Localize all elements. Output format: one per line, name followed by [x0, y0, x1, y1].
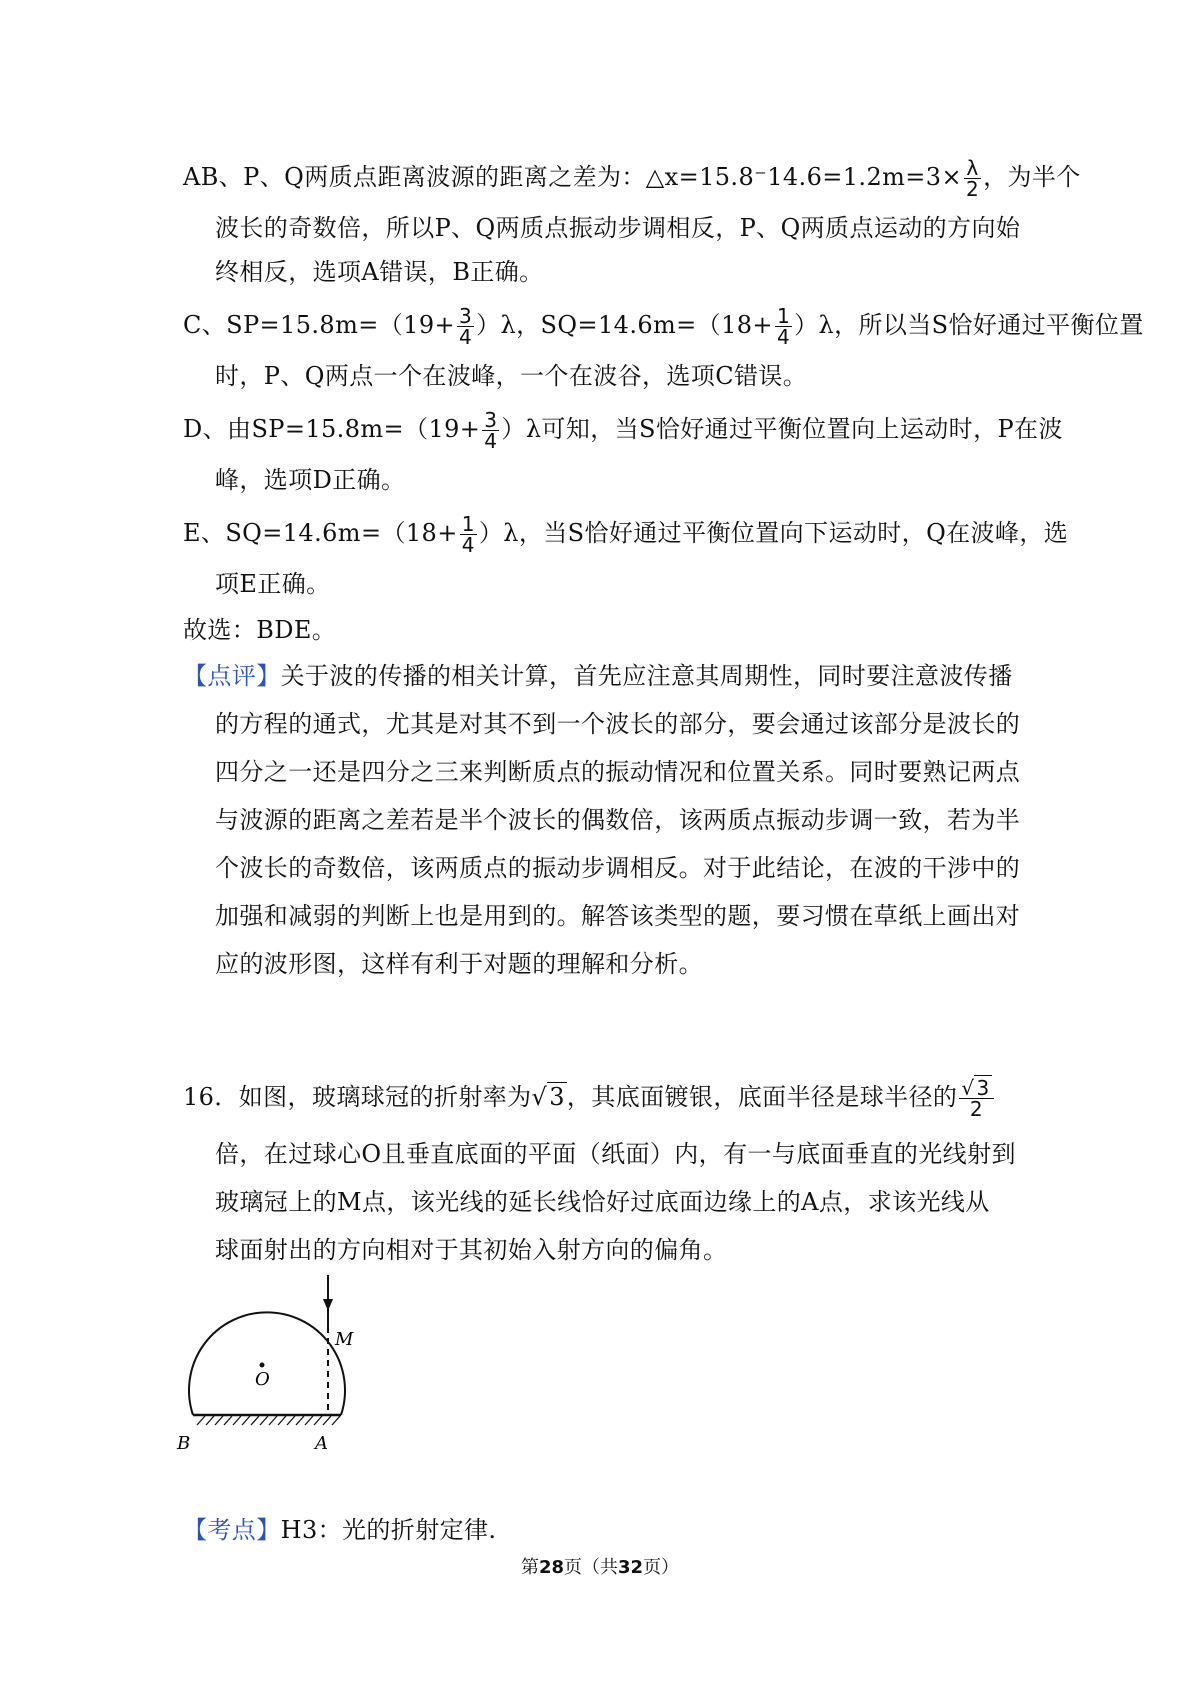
option-d-line-1 [183, 410, 1063, 451]
text: C、SP=15.8m=（19+ [183, 311, 456, 339]
label-b: B [177, 1433, 191, 1454]
frac-den: 4 [459, 325, 473, 349]
text: ，为半个 [983, 163, 1081, 191]
fraction-three-quarters [482, 410, 499, 451]
footer-text: 页（共 [564, 1557, 618, 1578]
cap-arc [189, 1312, 345, 1415]
option-c-line-2: 时，P、Q两点一个在波峰，一个在波谷，选项C错误。 [215, 362, 808, 390]
text: 关于波的传播的相关计算，首先应注意其周期性，同时要注意波传播 [280, 662, 1013, 690]
option-ab-line-1 [183, 158, 1081, 199]
frac-num: 1 [776, 304, 791, 328]
ray-arrow-icon [323, 1299, 333, 1311]
fraction-sqrt3-over-2 [959, 1078, 993, 1119]
question-16-line-1 [183, 1078, 996, 1119]
review-line-2: 的方程的通式，尤其是对其不到一个波长的部分，要会通过该部分是波长的 [215, 710, 1021, 738]
option-e-line-2: 项E正确。 [215, 570, 331, 598]
option-ab-line-3: 终相反，选项A错误，B正确。 [215, 258, 544, 286]
text: H3：光的折射定律. [280, 1516, 497, 1544]
center-point [260, 1363, 265, 1368]
text: E、SQ=14.6m=（18+ [183, 519, 458, 547]
review-line-3: 四分之一还是四分之三来判断质点的振动情况和位置关系。同时要熟记两点 [215, 758, 1021, 786]
sqrt-three: √3 [531, 1083, 565, 1111]
review-line-6: 加强和减弱的判断上也是用到的。解答该类型的题，要习惯在草纸上画出对 [215, 902, 1021, 930]
text: AB、P、Q两质点距离波源的距离之差为：△x=15.8⁻14.6=1.2m=3× [183, 163, 962, 191]
question-16-line-4: 球面射出的方向相对于其初始入射方向的偏角。 [215, 1236, 728, 1264]
fraction-lambda-half [964, 158, 981, 199]
frac-den: 2 [965, 177, 980, 201]
label-o: O [255, 1369, 270, 1390]
option-ab-line-2: 波长的奇数倍，所以P、Q两质点振动步调相反，P、Q两质点运动的方向始 [215, 214, 1021, 242]
text: 16．如图，玻璃球冠的折射率为 [183, 1083, 532, 1111]
total-pages: 32 [618, 1557, 644, 1578]
sqrt-three [974, 1078, 991, 1098]
fraction-three-quarters [457, 306, 474, 347]
footer-text: 页） [643, 1557, 680, 1578]
page-number: 28 [538, 1557, 564, 1578]
review-tag: 【点评】 [183, 662, 281, 690]
kaodian-tag: 【考点】 [183, 1516, 281, 1544]
text: D、由SP=15.8m=（19+ [183, 415, 481, 443]
label-m: M [335, 1329, 354, 1350]
radicand: 3 [549, 1083, 565, 1111]
frac-num: 1 [461, 512, 475, 536]
question-16-line-2: 倍，在过球心O且垂直底面的平面（纸面）内，有一与底面垂直的光线射到 [215, 1140, 1016, 1168]
page-footer [0, 1556, 1200, 1580]
text: ）λ可知，当S恰好通过平衡位置向上运动时，P在波 [501, 415, 1063, 443]
review-line-5: 个波长的奇数倍，该两质点的振动步调相反。对于此结论，在波的干涉中的 [215, 854, 1021, 882]
radicand: 3 [976, 1076, 990, 1100]
option-e-line-1 [183, 514, 1068, 555]
option-c-line-1 [183, 306, 1144, 347]
frac-num: λ [964, 158, 981, 179]
text: ）λ，所以当S恰好通过平衡位置 [794, 311, 1144, 339]
text: ）λ，当S恰好通过平衡位置向下运动时，Q在波峰，选 [478, 519, 1069, 547]
frac-den: 2 [969, 1097, 984, 1121]
review-line-1 [183, 660, 1013, 692]
glass-spherical-cap-diagram [175, 1275, 385, 1455]
option-d-line-2: 峰，选项D正确。 [215, 466, 406, 494]
review-line-4: 与波源的距离之差若是半个波长的偶数倍，该两质点振动步调一致，若为半 [215, 806, 1021, 834]
review-line-7: 应的波形图，这样有利于对题的理解和分析。 [215, 950, 703, 978]
frac-num: 3 [484, 408, 498, 432]
frac-num: 3 [459, 304, 473, 328]
footer-text: 第 [520, 1557, 539, 1578]
silver-hatching [197, 1416, 340, 1425]
text: ，其底面镀银，底面半径是球半径的 [566, 1083, 958, 1111]
frac-num: √ 3 [959, 1078, 993, 1099]
text: ）λ，SQ=14.6m=（18+ [476, 311, 773, 339]
fraction-one-quarter [775, 306, 792, 347]
kaodian-line [183, 1514, 496, 1546]
frac-den: 4 [461, 533, 475, 557]
label-a: A [315, 1433, 328, 1454]
frac-den: 4 [484, 429, 498, 453]
question-16-line-3: 玻璃冠上的M点，该光线的延长线恰好过底面边缘上的A点，求该光线从 [215, 1188, 990, 1216]
answer-line: 故选：BDE。 [183, 616, 337, 644]
frac-den: 4 [776, 325, 791, 349]
fraction-one-quarter [460, 514, 477, 555]
